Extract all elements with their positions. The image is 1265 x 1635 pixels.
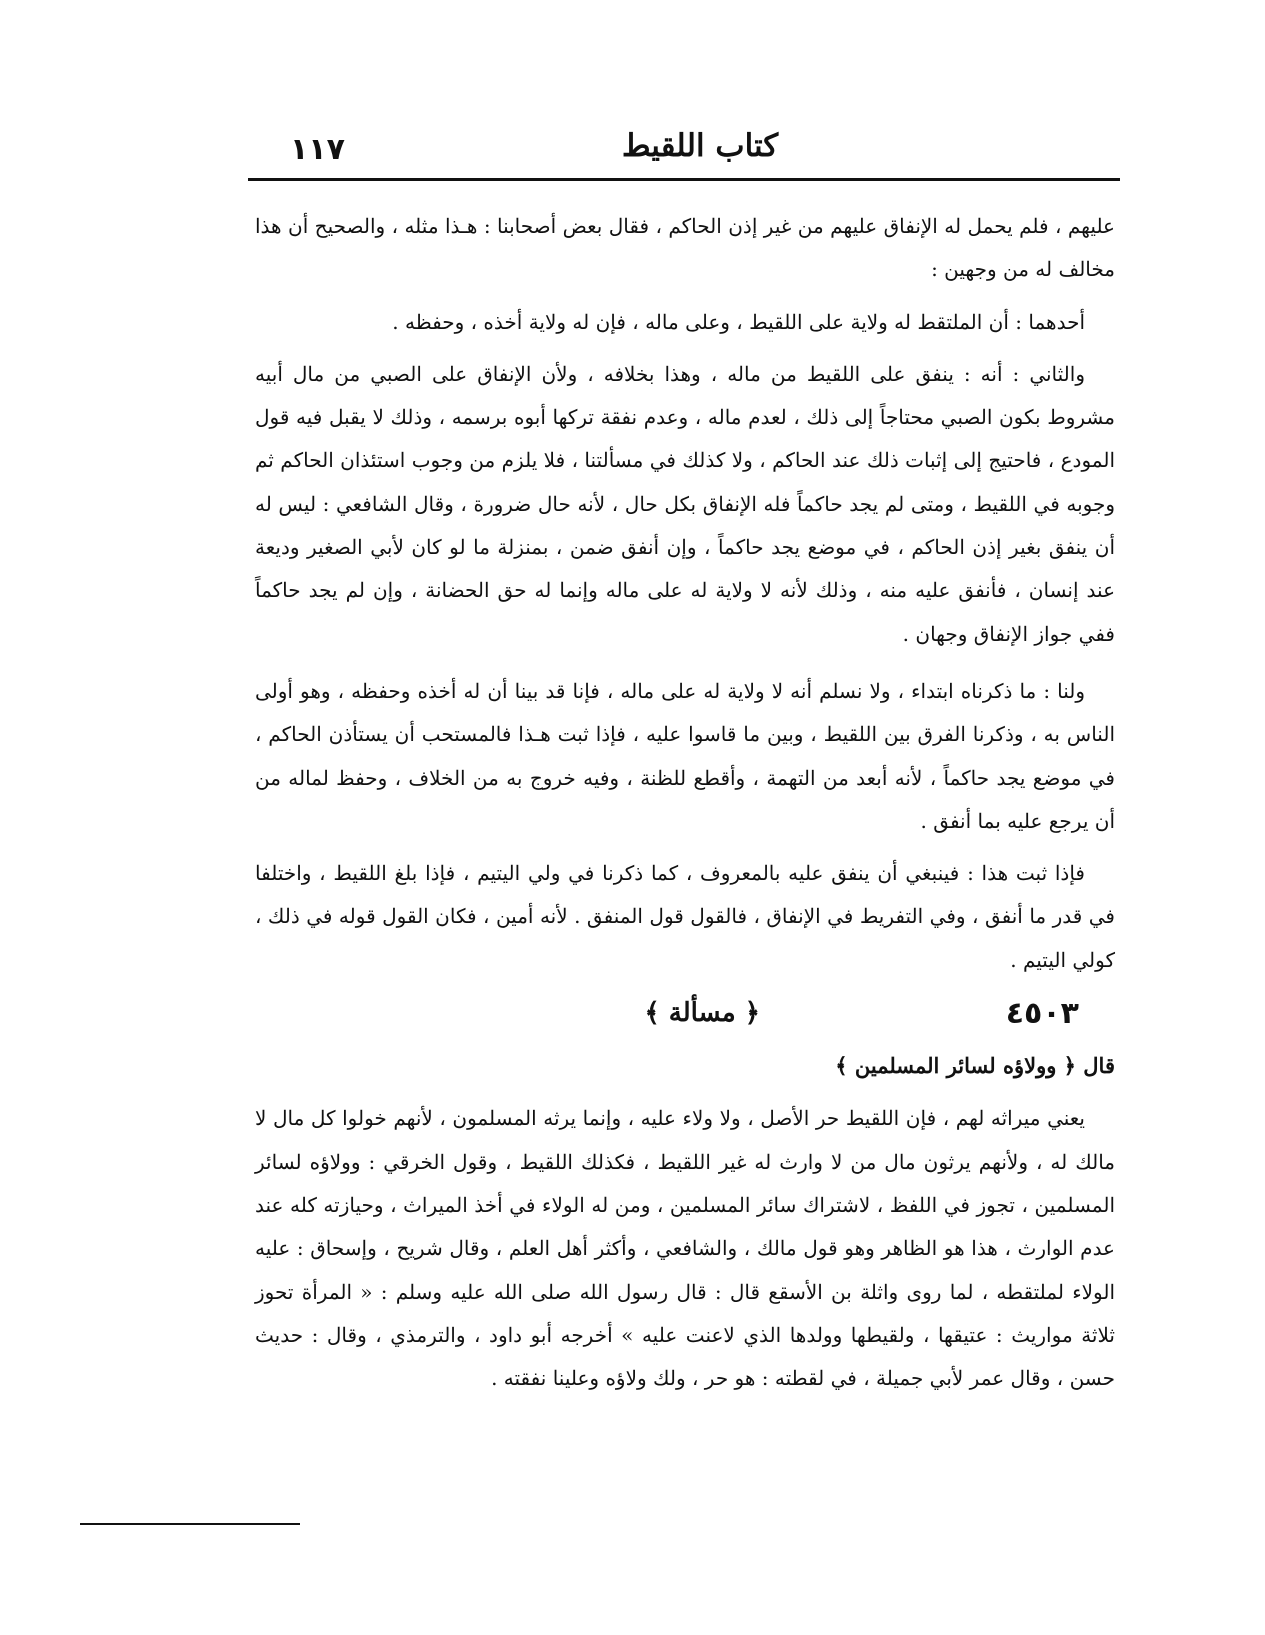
running-title: كتاب اللقيط [621,128,779,164]
header-rule [248,178,1120,181]
paragraph: أحدهما : أن الملتقط له ولاية على اللقيط ، وعلى ماله ، فإن له ولاية أخذه ، وحفظه . [392,309,1085,334]
issue-heading: ﴿ مسألة ﴾ [644,998,760,1029]
paragraph: يعني ميراثه لهم ، فإن اللقيط حر الأصل ، ولا ولاء عليه ، وإنما يرثه المسلمون ، لأنهم خولوا كل مال لا مالك له ، ولأنهم يرثون مال من لا وارث له غير اللقيط ، فكذلك اللقيط ، وقول الخرقي : وولاؤه لسائر المسلمين ، تجوز في اللفظ ، لاشتراك سائر المسلمين ، ومن له الولاء في أخذ الميراث ، وحيازته كله عند عدم الوارث ، هذا هو الظاهر وهو قول مالك ، والشافعي ، وأكثر أهل العلم ، وقال شريح ، وإسحاق : عليه الولاء لملتقطه ، لما روى واثلة بن الأسقع قال : قال رسول الله صلى الله عليه وسلم : « المرأة تحوز ثلاثة مواريث : عتيقها ، ولقيطها وولدها الذي لاعنت عليه » أخرجه أبو داود ، والترمذي ، وقال : حديث حسن ، وقال عمر لأبي جميلة ، في لقطته : هو حر ، ولك ولاؤه وعلينا نفقته . [255,1106,1115,1391]
paragraph: فإذا ثبت هذا : فينبغي أن ينفق عليه بالمعروف ، كما ذكرنا في ولي اليتيم ، فإذا بلغ اللقيط ، واختلفا في قدر ما أنفق ، وفي التفريط في الإنفاق ، فالقول قول المنفق . لأنه أمين ، فكان القول قوله في ذلك ، كولي اليتيم . [255,861,1115,972]
issue-heading-row [255,988,1115,1044]
issue-number: ٤٥٠٣ [1005,996,1079,1032]
paragraph: ولنا : ما ذكرناه ابتداء ، ولا نسلم أنه لا ولاية له على ماله ، فإنا قد بينا أن له أخذه وحفظه ، وهو أولى الناس به ، وذكرنا الفرق بين اللقيط ، وبين ما قاسوا عليه ، فإذا ثبت هـذا فالمستحب أن يستأذن الحاكم ، في موضع يجد حاكماً ، لأنه أبعد من التهمة ، وأقطع للظنة ، وفيه خروج به من الخلاف ، وحفظ لماله من أن يرجع عليه بما أنفق . [255,678,1115,833]
footnote-rule [80,1523,300,1525]
issue-quote: قال ﴿ وولاؤه لسائر المسلمين ﴾ [835,1053,1115,1079]
paragraph: والثاني : أنه : ينفق على اللقيط من ماله ، وهذا بخلافه ، ولأن الإنفاق على الصبي من مال أبيه مشروط بكون الصبي محتاجاً إلى ذلك ، لعدم ماله ، وعدم نفقة تركها أبوه برسمه ، وذلك لا يقبل فيه قول المودع ، فاحتيج إلى إثبات ذلك عند الحاكم ، ولا كذلك في مسألتنا ، فلا يلزم من وجوب استئذان الحاكم ثم وجوبه في اللقيط ، ومتى لم يجد حاكماً فله الإنفاق بكل حال ، لأنه حال ضرورة ، وقال الشافعي : ليس له أن ينفق بغير إذن الحاكم ، في موضع يجد حاكماً ، وإن أنفق ضمن ، بمنزلة ما لو كان لأبي الصغير وديعة عند إنسان ، فأنفق عليه منه ، وذلك لأنه لا ولاية له على ماله وإنما له حق الحضانة ، وإن لم يجد حاكماً ففي جواز الإنفاق وجهان . [255,361,1116,646]
page-body [255,205,1115,1400]
page-number: ١١٧ [290,132,345,167]
page-header [250,128,1120,176]
paragraph: عليهم ، فلم يحمل له الإنفاق عليهم من غير إذن الحاكم ، فقال بعض أصحابنا : هـذا مثله ، والصحيح أن هذا مخالف له من وجهين : [255,214,1115,282]
